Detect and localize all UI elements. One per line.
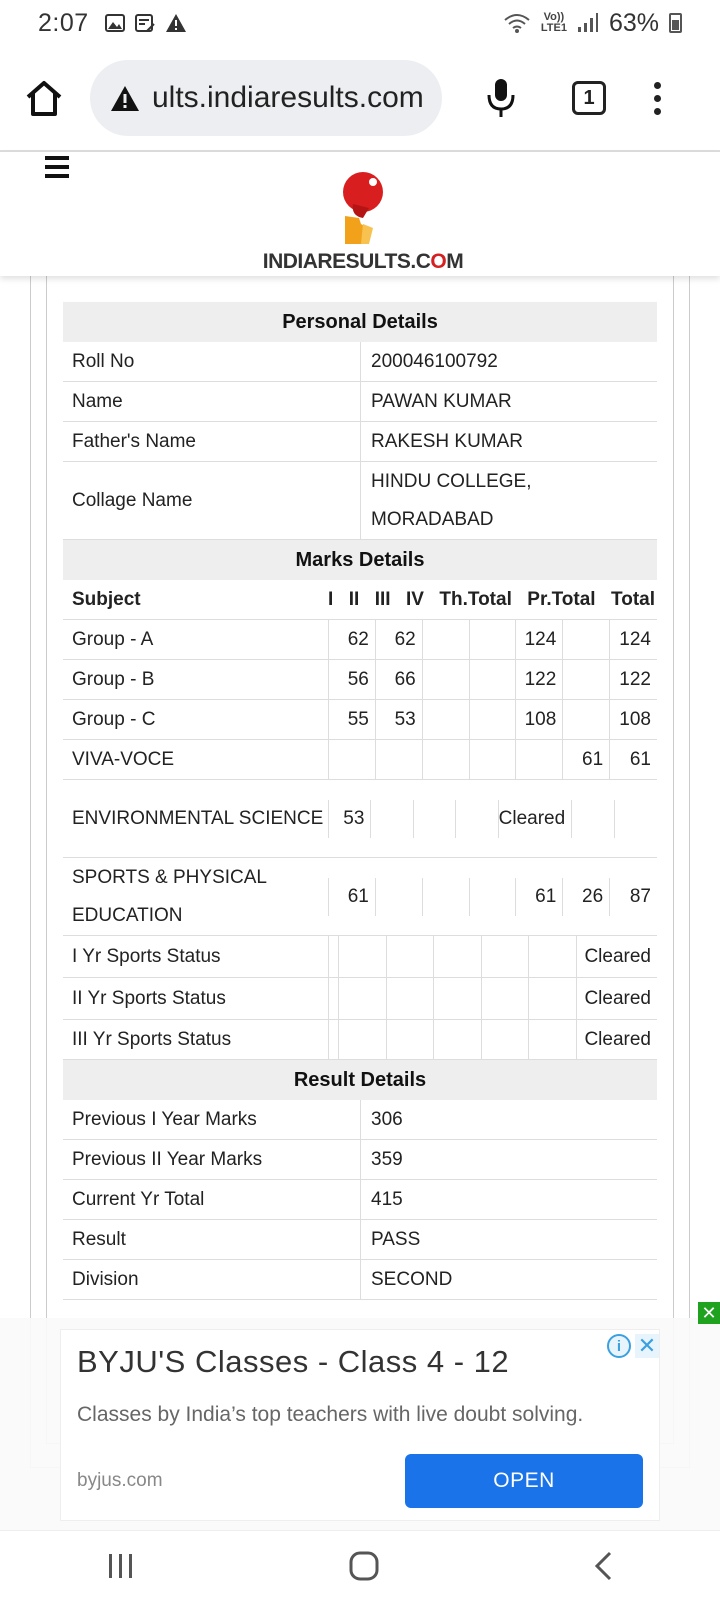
marks-cell xyxy=(329,978,339,1019)
marks-subject: Group - C xyxy=(72,708,156,730)
signal-icon xyxy=(577,13,599,33)
browser-menu-icon[interactable] xyxy=(654,82,661,115)
alert-notification-icon xyxy=(165,13,187,33)
marks-cells xyxy=(328,740,657,779)
marks-cells xyxy=(328,978,657,1019)
personal-value: HINDU COLLEGE, MORADABAD xyxy=(371,470,532,530)
home-icon[interactable] xyxy=(24,79,64,117)
column-subject: Subject xyxy=(72,588,141,610)
marks-cell: 122 xyxy=(619,668,651,690)
marks-subject: I Yr Sports Status xyxy=(72,945,221,967)
url-bar[interactable] xyxy=(90,60,442,136)
marks-subject: Group - A xyxy=(72,628,154,650)
marks-cell: 122 xyxy=(516,660,563,699)
marks-cell xyxy=(387,936,435,977)
marks-cell xyxy=(470,620,517,659)
marks-cell xyxy=(572,800,614,838)
marks-cell: 61 xyxy=(629,748,651,770)
marks-cell xyxy=(529,936,577,977)
marks-column-header xyxy=(63,580,657,620)
marks-row xyxy=(63,1020,657,1060)
marks-cell xyxy=(423,620,470,659)
marks-cell: 124 xyxy=(516,620,563,659)
marks-cell: 26 xyxy=(563,878,610,916)
personal-details-header: Personal Details xyxy=(63,302,657,342)
result-row xyxy=(63,1260,657,1300)
marks-cell xyxy=(329,1020,339,1059)
marks-cell xyxy=(482,936,530,977)
marks-cell xyxy=(414,800,456,838)
calendar-notification-icon xyxy=(135,13,155,33)
marks-cell xyxy=(423,740,470,779)
result-label: Previous I Year Marks xyxy=(63,1100,361,1139)
marks-cell xyxy=(339,978,387,1019)
marks-row xyxy=(63,700,657,740)
personal-label: Roll No xyxy=(63,342,361,381)
ad-dismiss-icon[interactable]: ✕ xyxy=(698,1302,720,1324)
marks-cell xyxy=(470,878,517,916)
result-value: PASS xyxy=(371,1228,421,1250)
marks-cells xyxy=(328,936,657,977)
site-logo[interactable] xyxy=(258,168,468,274)
tab-switcher-button[interactable]: 1 xyxy=(572,81,606,115)
marks-row xyxy=(63,660,657,700)
marks-cell xyxy=(329,740,376,779)
marks-row xyxy=(63,858,657,936)
ad-choices[interactable] xyxy=(601,1332,659,1360)
marks-subject: III Yr Sports Status xyxy=(72,1028,232,1050)
marks-cell xyxy=(615,800,657,838)
marks-row xyxy=(63,936,657,978)
result-row xyxy=(63,1180,657,1220)
result-row xyxy=(63,1220,657,1260)
site-header xyxy=(0,152,720,276)
network-indicator: Vo)) LTE1 xyxy=(540,11,567,34)
microphone-icon[interactable] xyxy=(486,77,516,119)
result-content xyxy=(63,302,657,1300)
marks-row xyxy=(63,978,657,1020)
marks-cell: 108 xyxy=(516,700,563,739)
column-total: Total xyxy=(611,588,655,610)
column-iv: IV xyxy=(406,588,424,610)
marks-cell xyxy=(470,740,517,779)
result-value: 415 xyxy=(371,1188,403,1210)
marks-cell: 62 xyxy=(376,620,423,659)
marks-cell xyxy=(470,660,517,699)
result-value: 359 xyxy=(371,1148,403,1170)
personal-label: Father's Name xyxy=(63,422,361,461)
marks-cell xyxy=(529,978,577,1019)
marks-cell xyxy=(376,878,423,916)
ad-open-button[interactable]: OPEN xyxy=(405,1454,643,1508)
result-row xyxy=(63,1100,657,1140)
marks-cell xyxy=(434,936,482,977)
marks-cell: 61 xyxy=(329,878,376,916)
image-notification-icon xyxy=(105,14,125,32)
marks-cells xyxy=(328,800,657,838)
marks-cell xyxy=(371,800,413,838)
marks-cell: 62 xyxy=(329,620,376,659)
wifi-icon xyxy=(503,13,531,33)
result-value: 306 xyxy=(371,1108,403,1130)
result-value: SECOND xyxy=(371,1268,453,1290)
marks-subject: II Yr Sports Status xyxy=(72,987,226,1009)
ad-title[interactable]: BYJU'S Classes - Class 4 - 12 xyxy=(77,1344,510,1379)
marks-cell xyxy=(423,878,470,916)
marks-subject: VIVA-VOCE xyxy=(72,748,175,770)
marks-cell: Cleared xyxy=(499,800,573,838)
personal-row xyxy=(63,382,657,422)
marks-cell: 61 xyxy=(516,878,563,916)
logo-mark-icon xyxy=(333,168,393,248)
result-details-header: Result Details xyxy=(63,1060,657,1100)
ad-banner[interactable] xyxy=(61,1330,659,1520)
marks-cell xyxy=(339,1020,387,1059)
marks-cell xyxy=(456,800,498,838)
hamburger-menu-icon[interactable] xyxy=(45,156,69,178)
status-bar xyxy=(0,0,720,46)
personal-row xyxy=(63,462,657,540)
personal-label: Collage Name xyxy=(63,462,361,539)
marks-cell: Cleared xyxy=(584,987,651,1009)
result-label: Previous II Year Marks xyxy=(63,1140,361,1179)
marks-cell: 124 xyxy=(619,628,651,650)
marks-cell xyxy=(563,660,610,699)
battery-percentage: 63% xyxy=(608,8,659,37)
marks-cells xyxy=(328,660,657,699)
marks-cell: 108 xyxy=(619,708,651,730)
personal-row xyxy=(63,422,657,462)
marks-cell xyxy=(529,1020,577,1059)
marks-cell xyxy=(563,700,610,739)
marks-cell: 87 xyxy=(629,885,651,907)
marks-cell xyxy=(423,700,470,739)
marks-row xyxy=(63,620,657,660)
marks-subject: SPORTS & PHYSICAL EDUCATION xyxy=(72,866,267,926)
ad-description[interactable]: Classes by India’s top teachers with live doubt solving. xyxy=(77,1403,584,1426)
browser-toolbar xyxy=(0,58,720,138)
marks-rows xyxy=(63,620,657,1060)
url-text[interactable]: ults.indiaresults.com xyxy=(152,81,424,114)
marks-cell xyxy=(482,1020,530,1059)
ad-domain[interactable]: byjus.com xyxy=(77,1470,163,1491)
marks-cell: Cleared xyxy=(584,1028,651,1050)
personal-value: RAKESH KUMAR xyxy=(371,430,524,452)
column-iii: III xyxy=(374,588,391,610)
battery-icon xyxy=(669,13,682,33)
back-icon[interactable] xyxy=(592,1550,614,1582)
marks-cell xyxy=(434,978,482,1019)
marks-cells xyxy=(328,878,657,916)
marks-cell xyxy=(329,936,339,977)
marks-cell xyxy=(387,1020,435,1059)
marks-cell xyxy=(423,660,470,699)
marks-cell: 55 xyxy=(329,700,376,739)
not-secure-warning-icon[interactable] xyxy=(110,85,140,112)
marks-cell xyxy=(516,740,563,779)
marks-cell: 66 xyxy=(376,660,423,699)
marks-subject: Group - B xyxy=(72,668,155,690)
marks-cell: 53 xyxy=(376,700,423,739)
marks-cell: Cleared xyxy=(584,945,651,967)
marks-cell xyxy=(563,620,610,659)
marks-cell xyxy=(482,978,530,1019)
marks-cells xyxy=(328,620,657,659)
result-label: Division xyxy=(63,1260,361,1299)
logo-text: INDIARESULTS.COM xyxy=(262,250,464,273)
column-th-total: Th.Total xyxy=(439,588,512,610)
marks-cell xyxy=(376,740,423,779)
personal-row xyxy=(63,342,657,382)
marks-cell xyxy=(434,1020,482,1059)
status-time: 2:07 xyxy=(38,8,89,37)
system-navigation-bar xyxy=(0,1530,720,1600)
marks-cell: 61 xyxy=(563,740,610,779)
result-label: Current Yr Total xyxy=(63,1180,361,1219)
marks-row xyxy=(63,740,657,780)
ad-close-icon[interactable]: ✕ xyxy=(635,1334,659,1358)
recent-apps-icon[interactable] xyxy=(106,1552,136,1580)
marks-cells xyxy=(328,1020,657,1059)
marks-cell: 56 xyxy=(329,660,376,699)
marks-cell: 53 xyxy=(329,800,371,838)
marks-cell xyxy=(387,978,435,1019)
personal-label: Name xyxy=(63,382,361,421)
marks-details-header: Marks Details xyxy=(63,540,657,580)
personal-value: 200046100792 xyxy=(371,350,498,372)
marks-row xyxy=(63,780,657,858)
column-ii: II xyxy=(348,588,360,610)
marks-cell xyxy=(470,700,517,739)
home-button-icon[interactable] xyxy=(348,1550,380,1582)
marks-cells xyxy=(328,700,657,739)
column-pr-total: Pr.Total xyxy=(527,588,596,610)
column-i: I xyxy=(328,588,334,610)
ad-info-icon[interactable]: i xyxy=(607,1334,631,1358)
marks-subject: ENVIRONMENTAL SCIENCE xyxy=(72,807,324,829)
result-label: Result xyxy=(63,1220,361,1259)
personal-value: PAWAN KUMAR xyxy=(371,390,512,412)
marks-cell xyxy=(339,936,387,977)
result-row xyxy=(63,1140,657,1180)
